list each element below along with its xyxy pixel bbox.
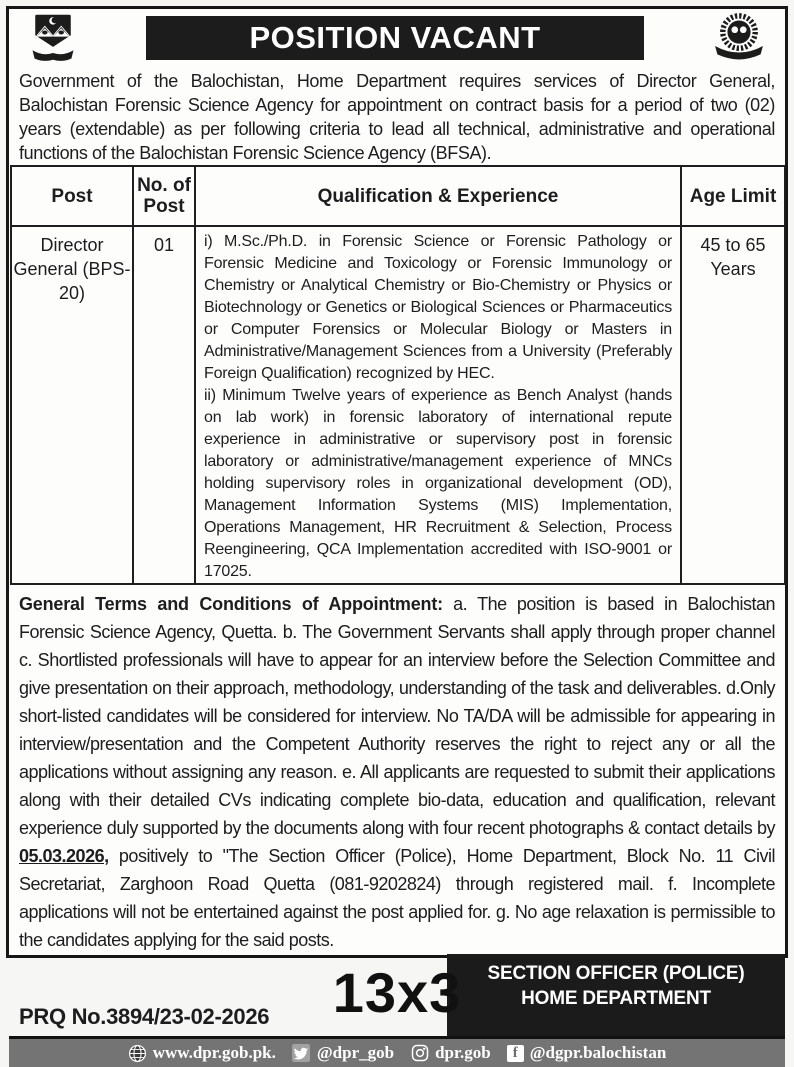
social-footer-bar [9, 1036, 785, 1067]
twitter-bird-icon [292, 1044, 311, 1063]
position-vacant-title: POSITION VACANT [146, 16, 644, 60]
vacancy-table [10, 165, 786, 585]
advert-header [9, 9, 785, 67]
qualification-item-i: i) M.Sc./Ph.D. in Forensic Science or Forensic Pathology or Forensic Medicine and Toxicology or Forensic Immunology or Chemistry or Analytical Chemistry or Bio-Chemistry or Physics or Biotechnology or Genetics or Biological Sciences or Pharmaceutics or Computer Forensics or Molecular Biology or Masters in Administrative/Management Sciences from a University (Preferably Foreign Qualification) recognized by HEC. [204, 233, 672, 382]
home-department-emblem-icon [701, 12, 777, 71]
signature-line2: HOME DEPARTMENT [521, 988, 711, 1009]
col-header-qualification: Qualification & Experience [195, 166, 681, 226]
terms-heading: General Terms and Conditions of Appointment: [19, 594, 443, 614]
deadline-date: 05.03.2026, [19, 846, 109, 866]
footer-website [128, 1043, 276, 1063]
footer-instagram-label: dpr.gob [435, 1043, 491, 1062]
balochistan-government-crest-icon [17, 12, 89, 73]
terms-text-after-date: positively to "The Section Officer (Police), Home Department, Block No. 11 Civil Secretariat, Zarghoon Road Quetta (081-9202824) through registered mail. f. Incomplete applications will not be entertained against the post applied for. g. No age relaxation is permissible to the candidates applying for the said posts. [19, 846, 775, 950]
age-limit-cell: 45 to 65 Years [681, 226, 785, 584]
terms-paragraph [9, 585, 785, 954]
footer-facebook [507, 1043, 667, 1063]
qualification-cell [195, 226, 681, 584]
footer-facebook-label: @dgpr.balochistan [529, 1043, 667, 1062]
col-header-no-of-post: No. of Post [133, 166, 195, 226]
table-row [11, 226, 785, 584]
instagram-icon [410, 1044, 429, 1063]
post-cell: Director General (BPS-20) [11, 226, 133, 584]
table-header-row [11, 166, 785, 226]
qualification-item-ii: ii) Minimum Twelve years of experience as Bench Analyst (hands on lab work) in forensic laboratory of international repute experience in administrative or supervisory post in forensic laboratory or administrative/management experience of MNCs holding supervisory roles in organizational development (OD), Management Information Systems (MIS) Implementation, Operations Management, HR Recruitment & Selection, Process Reengineering, QCA Implementation accredited with ISO-9001 or 17025. [204, 387, 672, 580]
no-of-post-cell: 01 [133, 226, 195, 584]
globe-icon [128, 1044, 147, 1063]
col-header-age-limit: Age Limit [681, 166, 785, 226]
prq-number: PRQ No.3894/23-02-2026 [19, 1004, 270, 1029]
intro-paragraph: Government of the Balochistan, Home Department requires services of Director General, Balochistan Forensic Science Agency for appointment on contract basis for a period of two (02) years (extendable) as per following criteria to lead all technical, administrative and operational functions of the Balochistan Forensic Science Agency (BFSA). [19, 71, 775, 163]
col-header-post: Post [11, 166, 133, 226]
footer-twitter-label: @dpr_gob [316, 1043, 395, 1062]
footer-instagram [410, 1043, 491, 1063]
signature-line1: SECTION OFFICER (POLICE) [487, 963, 745, 984]
terms-text-before-date: a. The position is based in Balochistan Forensic Science Agency, Quetta. b. The Government Servants shall apply through proper channel c. Shortlisted professionals will have to appear for an interview before the Selection Committee and give presentation on their approach, methodology, understanding of the task and deliverables. d.Only short-listed candidates will be considered for interview. No TA/DA will be admissible for appearing in interview/presentation and the Competent Authority reserves the right to reject any or all the applications without assigning any reason. e. All applicants are requested to submit their applications along with their detailed CVs indicating complete bio-data, education and qualification, relevant experience duly supported by the documents along with four recent photographs & contact details by [19, 594, 775, 838]
ad-size-note: 13x3 [332, 961, 462, 1024]
footer-twitter [292, 1043, 394, 1063]
footer-website-label: www.dpr.gob.pk. [152, 1043, 276, 1062]
facebook-icon: f [507, 1045, 524, 1062]
